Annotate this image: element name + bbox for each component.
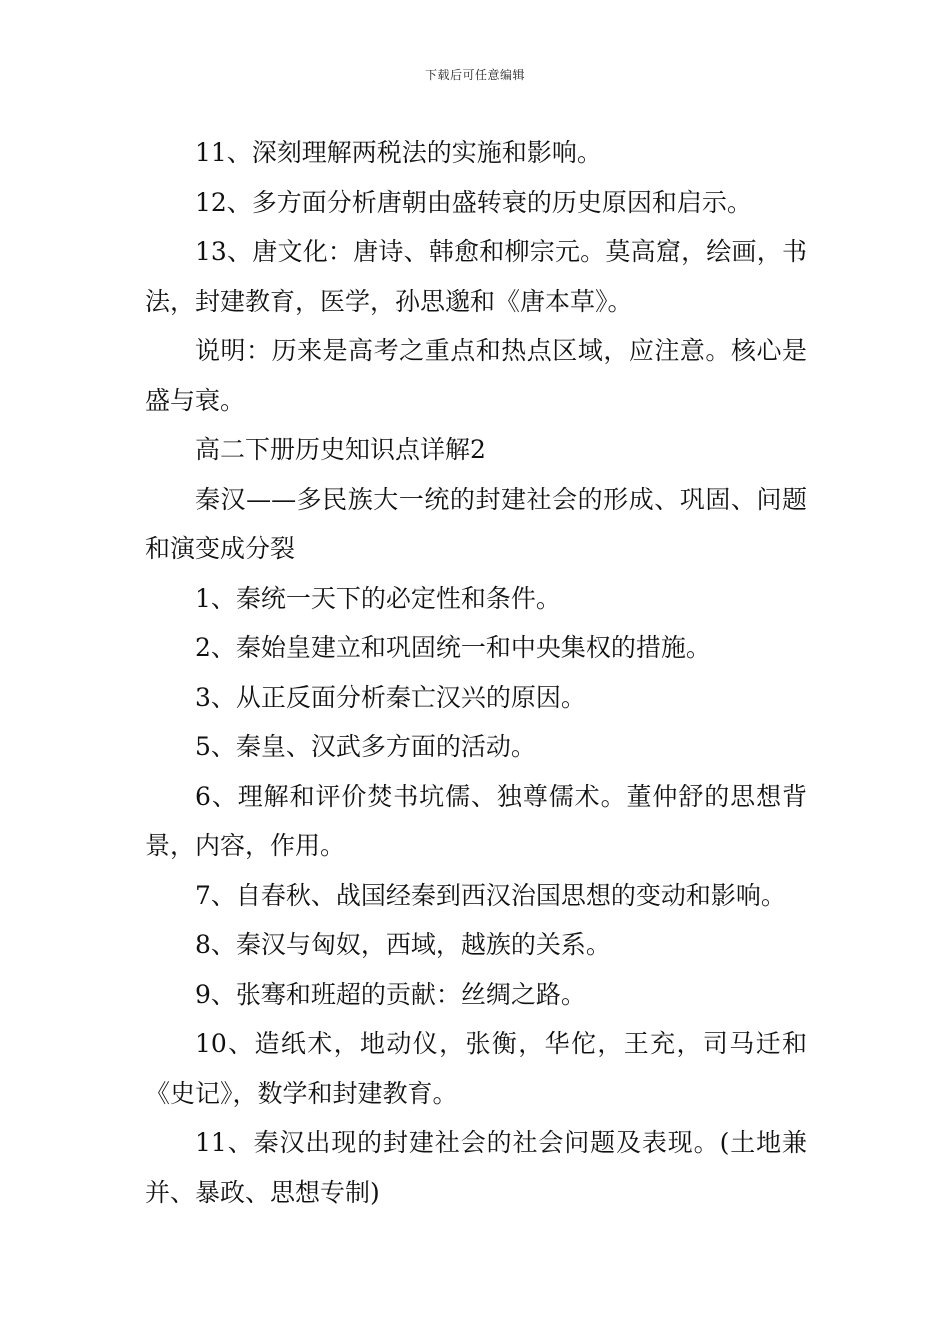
paragraph: 12、多方面分析唐朝由盛转衰的历史原因和启示。 <box>195 187 752 217</box>
paragraph: 5、秦皇、汉武多方面的活动。 <box>195 732 536 761</box>
paragraph: 11、深刻理解两税法的实施和影响。 <box>195 138 602 167</box>
paragraph: 3、从正反面分析秦亡汉兴的原因。 <box>195 682 586 712</box>
paragraph: 13、唐文化：唐诗、韩愈和柳宗元。莫高窟，绘画，书法，封建教育，医学，孙思邈和《唐本草》。 <box>145 237 807 316</box>
paragraph: 11、秦汉出现的封建社会的社会问题及表现。(土地兼并、暴政、思想专制) <box>145 1128 807 1207</box>
paragraph: 6、理解和评价焚书坑儒、独尊儒术。董仲舒的思想背景，内容，作用。 <box>145 781 807 860</box>
paragraph: 9、张骞和班超的贡献：丝绸之路。 <box>195 979 586 1009</box>
paragraph: 8、秦汉与匈奴，西域，越族的关系。 <box>195 930 611 959</box>
paragraph: 10、造纸术，地动仪，张衡，华佗，王充，司马迁和《史记》，数学和封建教育。 <box>145 1029 807 1108</box>
section-subtitle: 秦汉——多民族大一统的封建社会的形成、巩固、问题和演变成分裂 <box>145 484 807 563</box>
page-header: 下载后可任意编辑 <box>424 68 525 82</box>
section-heading: 高二下册历史知识点详解2 <box>195 435 486 464</box>
paragraph: 1、秦统一天下的必定性和条件。 <box>195 583 561 613</box>
paragraph: 说明：历来是高考之重点和热点区域，应注意。核心是盛与衰。 <box>145 336 807 415</box>
paragraph: 7、自春秋、战国经秦到西汉治国思想的变动和影响。 <box>195 880 786 910</box>
document-body <box>145 128 807 1217</box>
paragraph: 2、秦始皇建立和巩固统一和中央集权的措施。 <box>195 633 711 662</box>
